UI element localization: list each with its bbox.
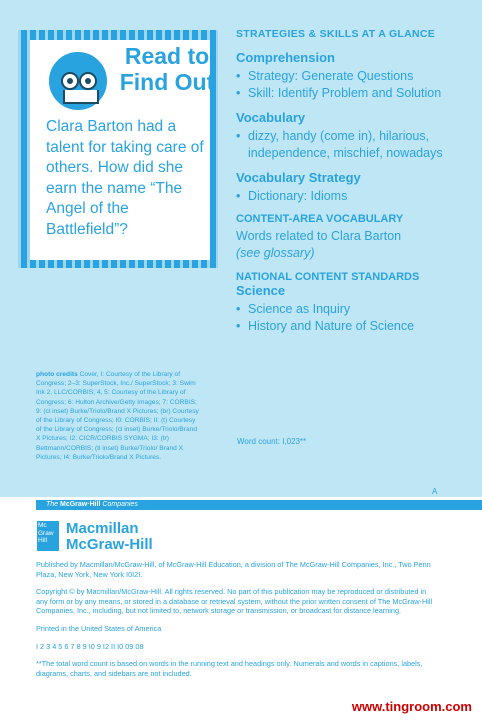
vocabulary-list bbox=[236, 128, 476, 162]
word-count-footnote: **The total word count is based on words in the running text and headings only. Numerals and words in captions, labels, diagrams, charts, and sidebars are not included. bbox=[36, 659, 423, 678]
comprehension-list bbox=[236, 68, 476, 102]
publisher-brand: Macmillan McGraw-Hill bbox=[66, 520, 153, 553]
company-band bbox=[36, 500, 482, 510]
photo-credits-label: photo credits bbox=[36, 371, 78, 378]
list-item: • Dictionary: Idioms bbox=[236, 188, 476, 205]
standards-subject: Science bbox=[236, 283, 286, 298]
strategies-heading: STRATEGIES & SKILLS AT A GLANCE bbox=[236, 28, 436, 40]
vocab-strategy-list bbox=[236, 188, 476, 205]
comprehension-title: Comprehension bbox=[236, 50, 335, 65]
vocabulary-title: Vocabulary bbox=[236, 110, 306, 125]
strategies-panel bbox=[236, 28, 476, 343]
list-item: • History and Nature of Science bbox=[236, 318, 476, 335]
list-item: • Science as Inquiry bbox=[236, 301, 476, 318]
list-item: • Strategy: Generate Questions bbox=[236, 68, 476, 85]
print-numbers: I 2 3 4 5 6 7 8 9 I0 9 I2 II I0 09 08 bbox=[36, 641, 144, 651]
content-area-title: CONTENT-AREA VOCABULARY bbox=[236, 213, 404, 225]
content-area-note: (see glossary) bbox=[236, 246, 315, 260]
vocab-strategy-title: Vocabulary Strategy bbox=[236, 170, 361, 185]
standards-list bbox=[236, 301, 476, 335]
band-suffix: Companies bbox=[100, 501, 138, 508]
content-area-text: Words related to Clara Barton bbox=[236, 229, 402, 243]
photo-credits-text: Cover, I: Courtesy of the Library of Congress; 2–3: SuperStock, Inc./ SuperStock; 3: Swim Ink 2, LLC/CORBIS; 4, 5: Courtesy of the Library of Congress; 6: Hulton Archive/Getty Images; 7: CORBIS; 9: (cl inset) Burke/Triolo/Brand X Pictures; (br) Courtesy of the Library of Congress; I0: CORBIS; II: (t) Courtesy of the Library of Congress; (cl inset) Burke/Triolo/Brand X Pictures; I2: CICR/CORBIS SYGMA; I3: (tr) Bettmann/CORBIS; (tl inset) Burke/Triolo/ Brand X Pictures; I4: Burke/Triolo/Brand X Pictures. bbox=[36, 371, 199, 461]
word-count: Word count: I,023** bbox=[237, 437, 307, 446]
published-by: Published by Macmillan/McGraw-Hill, of McGraw-Hill Education, a division of The McGraw-Hill Companies, Inc., Two Penn Plaza, New York, New York I0I2I. bbox=[36, 560, 431, 579]
band-company: McGraw·Hill bbox=[60, 501, 101, 508]
standards-title: NATIONAL CONTENT STANDARDS bbox=[236, 271, 420, 283]
photo-credits bbox=[36, 370, 201, 462]
list-item: • dizzy, handy (come in), hilarious, independence, mischief, nowadays bbox=[236, 128, 476, 162]
copyright-notice: Copyright © by Macmillan/McGraw-Hill. All rights reserved. No part of this publication may be reproduced or distributed in any form or by any means, or stored in a database or retrieval system, without the prior written consent of The McGraw-Hill Companies, Inc., including, but not limited to, network storage or transmission, or broadcast for distance learning. bbox=[36, 587, 433, 616]
printed-in: Printed in the United States of America bbox=[36, 623, 162, 633]
list-item: • Skill: Identify Problem and Solution bbox=[236, 85, 476, 102]
band-prefix: The bbox=[46, 501, 61, 508]
watermark: www.tingroom.com bbox=[351, 699, 472, 714]
read-box-title: Read to Find Out bbox=[119, 43, 215, 95]
read-to-find-out-box bbox=[30, 40, 215, 260]
read-box-question: Clara Barton had a talent for taking care of others. How did she earn the name “The Angel of the Battlefield”? bbox=[46, 118, 204, 238]
publisher-info bbox=[36, 560, 436, 686]
level-letter: A bbox=[432, 487, 438, 496]
mcgraw-hill-logo: Mc Graw Hill bbox=[37, 521, 59, 551]
